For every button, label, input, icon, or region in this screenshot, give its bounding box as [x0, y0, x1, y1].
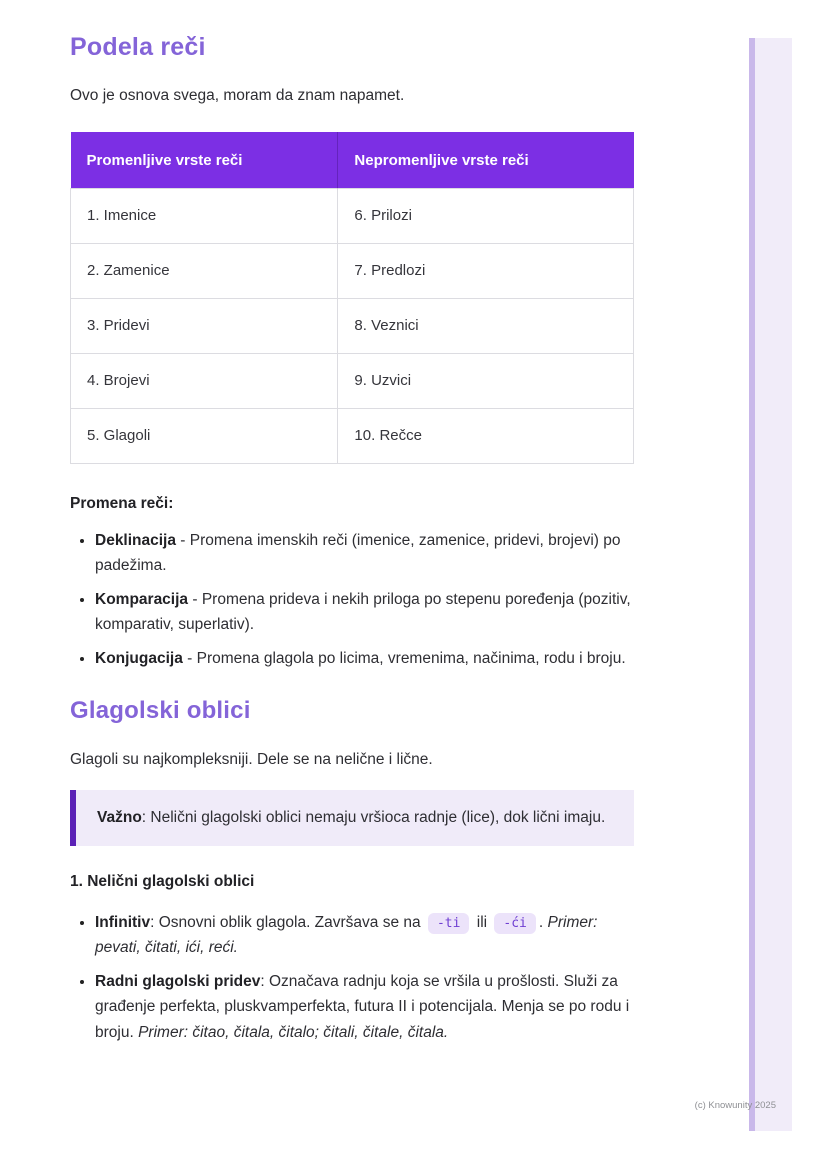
- example-italic: Primer: pevati, čitati, ići, reći.: [95, 914, 598, 957]
- table-row: [71, 298, 634, 353]
- list-item-radni-pridev: [95, 969, 634, 1044]
- list-item-text: ili: [472, 914, 492, 932]
- table-cell: 3. Pridevi: [71, 298, 338, 353]
- promena-list: [70, 528, 634, 672]
- callout-text: : Nelični glagolski oblici nemaju vršioca radnje (lice), dok lični imaju.: [141, 808, 606, 826]
- table-cell: 4. Brojevi: [71, 353, 338, 408]
- list-item-deklinacija: [95, 528, 634, 578]
- term-bold: Komparacija: [95, 591, 189, 609]
- document-content: [70, 0, 634, 1045]
- example-italic: Primer: čitao, čitala, čitalo; čitali, čitale, čitala.: [138, 1023, 449, 1041]
- table-cell: 10. Rečce: [338, 408, 634, 463]
- table-header-cell-nepromenljive: Nepromenljive vrste reči: [338, 132, 634, 188]
- table-row: [71, 188, 634, 243]
- code-chip-ti: -ti: [428, 913, 469, 934]
- section-intro: Glagoli su najkompleksniji. Dele se na nelične i lične.: [70, 751, 433, 769]
- table-cell: 8. Veznici: [338, 298, 634, 353]
- term-bold: Radni glagolski pridev: [95, 973, 261, 991]
- verb-forms-list: [70, 910, 634, 1045]
- page-edge-strip: [749, 38, 792, 1131]
- table-row: [71, 243, 634, 298]
- page-title: Podela reči: [70, 33, 206, 61]
- list-item-text: : Osnovni oblik glagola. Završava se na: [150, 914, 425, 932]
- list-item-infinitiv: [95, 910, 634, 960]
- table-cell: 6. Prilozi: [338, 188, 634, 243]
- term-bold: Konjugacija: [95, 650, 183, 668]
- table-cell: 1. Imenice: [71, 188, 338, 243]
- word-types-table: [70, 132, 634, 464]
- list-item-konjugacija: [95, 646, 634, 671]
- footer-copyright: (c) Knowunity 2025: [694, 1100, 776, 1111]
- intro-paragraph: Ovo je osnova svega, moram da znam napamet.: [70, 87, 405, 104]
- code-chip-ci: -ći: [494, 913, 535, 934]
- table-row: [71, 353, 634, 408]
- table-cell: 5. Glagoli: [71, 408, 338, 463]
- table-cell: 7. Predlozi: [338, 243, 634, 298]
- table-header: [71, 132, 634, 188]
- list-item-text: : Označava radnju koja se vršila u prošlosti. Služi za građenje perfekta, pluskvamperfekta, futura II i potencijala. Menja se po rodu i broju.: [95, 973, 630, 1041]
- list-item-text: .: [538, 914, 548, 932]
- section-title-glagolski: Glagolski oblici: [70, 697, 251, 725]
- table-cell: 9. Uzvici: [338, 353, 634, 408]
- list-item-komparacija: [95, 587, 634, 637]
- list-item-text: - Promena glagola po licima, vremenima, načinima, rodu i broju.: [182, 650, 626, 668]
- callout-term: Važno: [97, 808, 142, 826]
- table-header-cell-promenljive: Promenljive vrste reči: [71, 132, 338, 188]
- list-item-text: - Promena imenskih reči (imenice, zamenice, pridevi, brojevi) po padežima.: [95, 531, 621, 574]
- table-cell: 2. Zamenice: [71, 243, 338, 298]
- promena-heading: Promena reči:: [70, 494, 174, 512]
- table-row: [71, 408, 634, 463]
- subsection-heading: 1. Nelični glagolski oblici: [70, 873, 255, 891]
- important-callout: [70, 790, 634, 846]
- term-bold: Infinitiv: [95, 914, 151, 932]
- page-edge-bar: [749, 38, 755, 1131]
- term-bold: Deklinacija: [95, 531, 176, 549]
- table-header-row: [71, 132, 634, 188]
- list-item-text: - Promena prideva i nekih priloga po stepenu poređenja (pozitiv, komparativ, superlativ).: [95, 591, 631, 634]
